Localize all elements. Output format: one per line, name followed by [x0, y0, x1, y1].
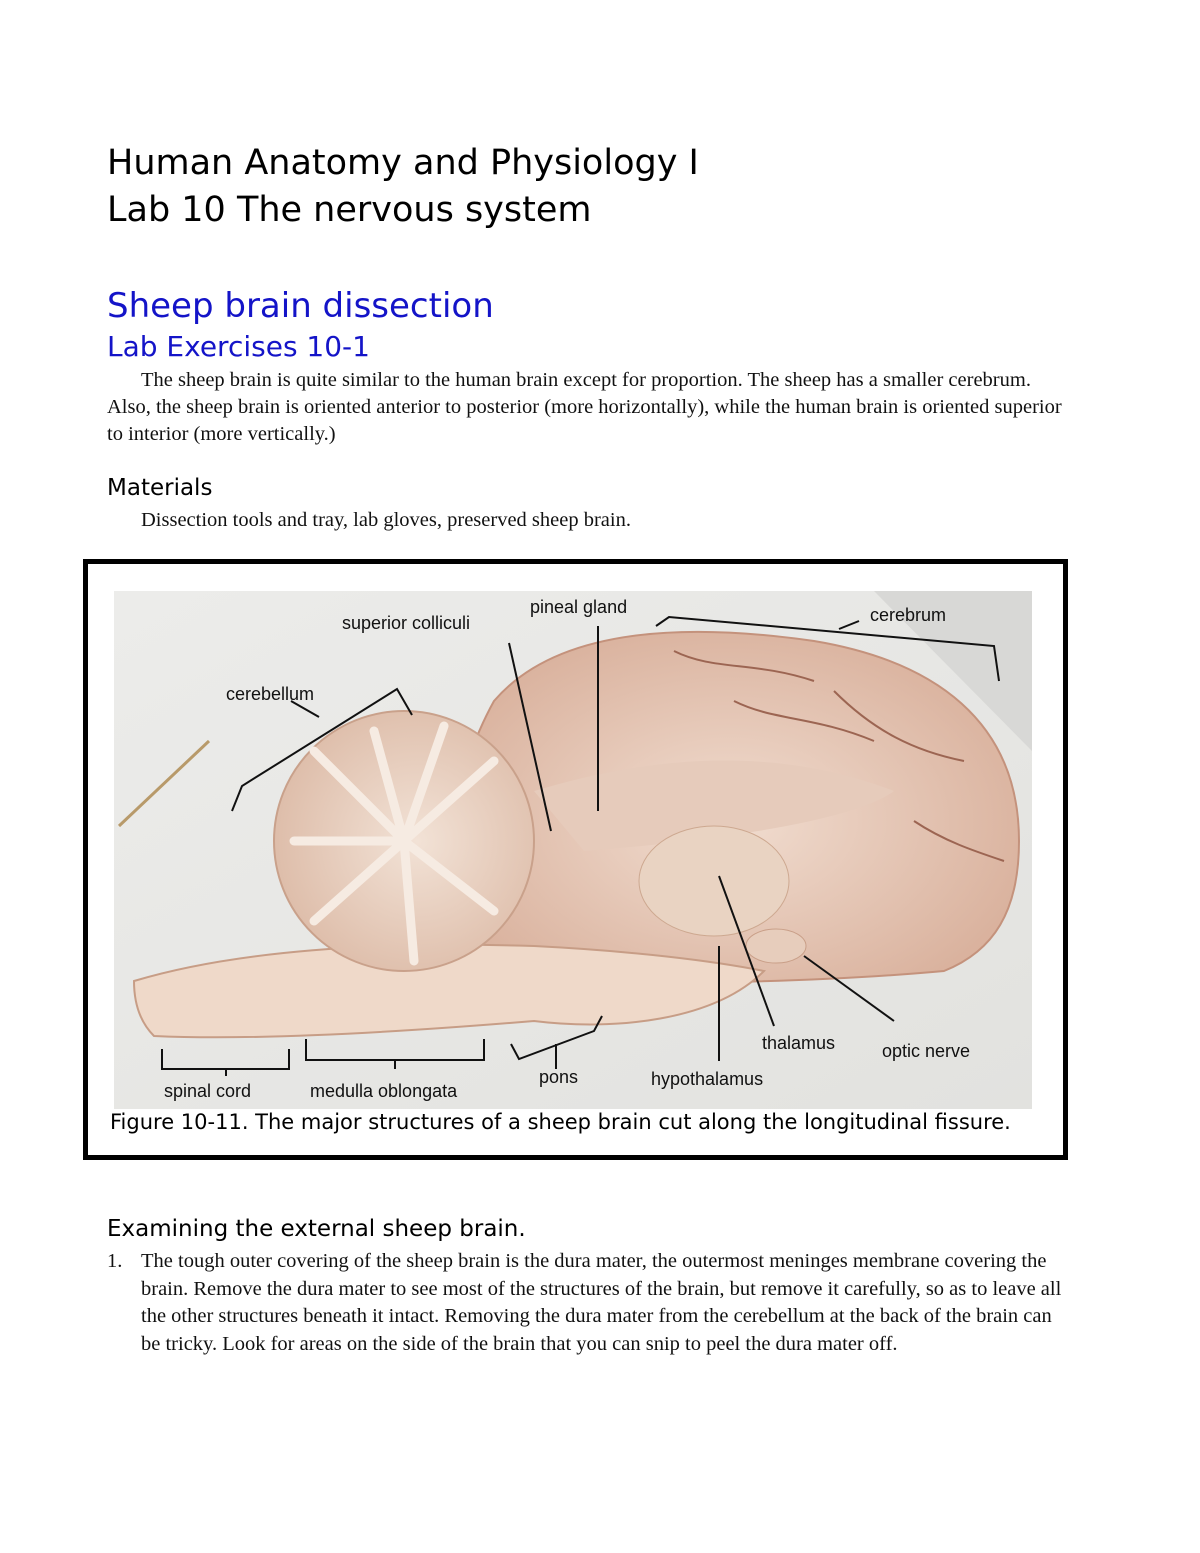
- label-cerebellum: cerebellum: [226, 684, 315, 704]
- document-title-line-2: Lab 10 The nervous system: [107, 190, 592, 230]
- materials-text: Dissection tools and tray, lab gloves, preserved sheep brain.: [141, 509, 631, 531]
- sheep-brain-photo: [114, 591, 1032, 1109]
- label-optic-nerve: optic nerve: [882, 1041, 971, 1061]
- figure-caption: Figure 10-11. The major structures of a sheep brain cut along the longitudinal fissure.: [110, 1110, 1011, 1134]
- list-item-number: 1.: [107, 1250, 123, 1272]
- list-item: [107, 1248, 1067, 1358]
- materials-heading: Materials: [107, 475, 213, 501]
- label-pons: pons: [539, 1067, 579, 1087]
- document-title-line-1: Human Anatomy and Physiology I: [107, 143, 699, 183]
- section-subheading: Lab Exercises 10-1: [107, 330, 370, 363]
- optic-nerve-shape: [746, 929, 806, 963]
- list-item-text: The tough outer covering of the sheep brain is the dura mater, the outermost meninges membrane covering the brain. Remove the dura mater to see most of the structures of the brain, but remove it carefully, so as to leave all the other structures beneath it intact. Removing the dura mater from the cerebellum at the back of the brain can be tricky. Look for areas on the side of the brain that you can snip to peel the dura mater off.: [141, 1250, 1062, 1355]
- external-heading: Examining the external sheep brain.: [107, 1216, 526, 1242]
- section-heading: Sheep brain dissection: [107, 286, 494, 326]
- label-hypothalamus: hypothalamus: [651, 1069, 764, 1089]
- intro-text: The sheep brain is quite similar to the human brain except for proportion. The sheep has a smaller cerebrum. Also, the sheep brain is oriented anterior to posterior (more horizontally), while the human brain is oriented superior to interior (more vertically.): [107, 369, 1062, 445]
- intro-paragraph: [107, 367, 1067, 448]
- materials-paragraph: [107, 507, 1067, 534]
- label-cerebrum: cerebrum: [870, 605, 947, 625]
- thalamus-shape: [639, 826, 789, 936]
- label-medulla-oblongata: medulla oblongata: [310, 1081, 458, 1101]
- label-spinal-cord: spinal cord: [164, 1081, 252, 1101]
- label-superior-colliculi: superior colliculi: [342, 613, 471, 633]
- label-pineal-gland: pineal gland: [530, 597, 628, 617]
- figure-frame: [83, 559, 1068, 1160]
- label-thalamus: thalamus: [762, 1033, 836, 1053]
